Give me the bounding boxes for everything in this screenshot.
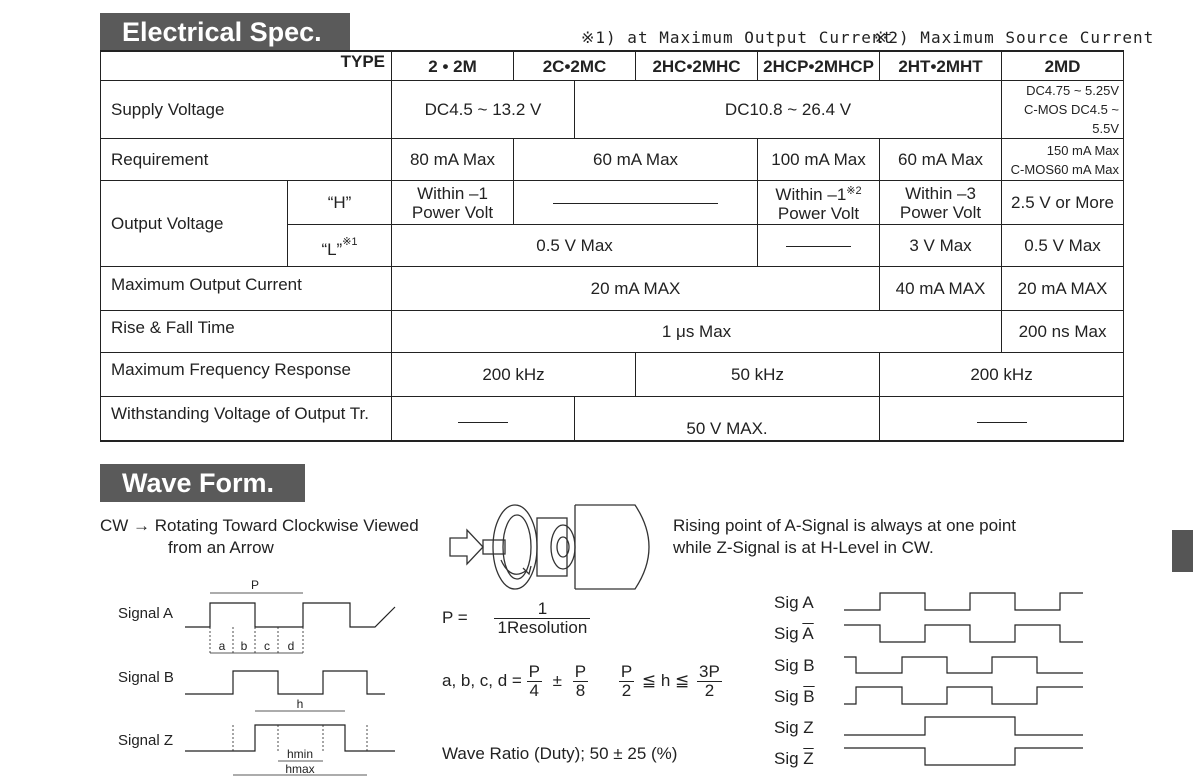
sig-a-label: Sig A: [774, 593, 814, 612]
abcd-num-1: P: [528, 662, 540, 681]
sig-b-waveform: [844, 657, 1083, 673]
supply-voltage-md: [1002, 81, 1124, 139]
max-frequency-a: 200 kHz: [392, 353, 636, 397]
sig-b-bar-label: Sig $\overline{B}$: [774, 687, 815, 706]
max-output-current-c: 20 mA MAX: [1002, 267, 1124, 311]
sig-b-bar-waveform: [844, 687, 1083, 704]
output-h-5: 2.5 V or More: [1002, 181, 1124, 225]
a-label: a: [218, 639, 226, 653]
sig-z-waveform: [844, 717, 1083, 735]
requirement-md: [1002, 139, 1124, 181]
signal-z-label: Signal Z: [118, 732, 174, 749]
sig-b-label: Sig B: [774, 656, 815, 675]
wave-form-title: Wave Form.: [100, 464, 305, 502]
h-inequality: ≦ h ≦: [641, 670, 690, 690]
signal-a-waveform: [185, 603, 395, 627]
max-output-current-a: 20 mA MAX: [392, 267, 880, 311]
p-equals: P =: [442, 607, 468, 627]
type-col-4: 2HCP•2MHCP: [758, 51, 880, 81]
signal-a-label: Signal A: [118, 605, 174, 622]
requirement-c4: 60 mA Max: [880, 139, 1002, 181]
output-h-4-line1: Within –3: [905, 183, 976, 203]
sig-a-waveform: [844, 593, 1083, 610]
output-l-1: 0.5 V Max: [392, 225, 758, 267]
requirement-c3: 100 mA Max: [758, 139, 880, 181]
type-col-5: 2HT•2MHT: [880, 51, 1002, 81]
signal-b-label: Signal B: [118, 669, 174, 686]
sig-a-bar-waveform: [844, 625, 1083, 642]
encoder-shaft: [483, 540, 505, 554]
row-label-supply-voltage: Supply Voltage: [101, 81, 392, 139]
timing-diagram-abz: [105, 575, 405, 783]
row-label-max-output-current: Maximum Output Current: [101, 267, 392, 311]
max-output-current-b: 40 mA MAX: [880, 267, 1002, 311]
output-l-text: “L”: [321, 239, 343, 259]
encoder-body: [575, 505, 649, 589]
max-frequency-c: 200 kHz: [880, 353, 1124, 397]
hmin-label: hmin: [286, 747, 314, 761]
sig-z-label: Sig Z: [774, 718, 814, 737]
requirement-md-line2: C-MOS60 mA Max: [1010, 161, 1120, 177]
row-label-rise-fall: Rise & Fall Time: [101, 311, 392, 353]
cw-description-1: CW → Rotating Toward Clockwise Viewed: [100, 516, 419, 535]
c-label: c: [264, 639, 270, 653]
page-edge-tab: [1172, 530, 1193, 572]
plus-minus: ±: [552, 670, 563, 690]
direction-arrow-icon: [450, 530, 483, 564]
h-den-1: 2: [621, 681, 632, 700]
supply-voltage-md-line2: C-MOS DC4.5 ~ 5.5V: [1024, 102, 1120, 136]
output-h-3: [758, 181, 880, 225]
duty-ratio: Wave Ratio (Duty); 50 ± 25 (%): [442, 744, 678, 763]
h-den-2: 2: [704, 681, 715, 700]
abcd-num-2: P: [574, 662, 587, 681]
h-num-2: 3P: [699, 662, 720, 681]
output-l-3: [758, 225, 880, 267]
abcd-den-1: 4: [529, 681, 539, 700]
output-l-5: 0.5 V Max: [1002, 225, 1124, 267]
cw-description-2: from an Arrow: [168, 538, 274, 557]
output-h-1-line2: Power Volt: [411, 202, 494, 222]
requirement-c2: 60 mA Max: [514, 139, 758, 181]
rise-fall-a: 1 μs Max: [392, 311, 1002, 353]
output-h-2: [514, 181, 758, 225]
output-l-4: 3 V Max: [880, 225, 1002, 267]
sig-z-bar-waveform: [844, 748, 1083, 765]
output-h-4-line2: Power Volt: [899, 202, 982, 222]
supply-voltage-a: DC4.5 ~ 13.2 V: [392, 81, 575, 139]
max-frequency-b: 50 kHz: [636, 353, 880, 397]
encoder-body-neck: [537, 518, 567, 576]
p-denominator: 1Resolution: [497, 618, 588, 637]
hmax-label: hmax: [285, 762, 315, 776]
p-label: P: [250, 578, 260, 592]
abcd-equals: a, b, c, d =: [442, 670, 522, 690]
timing-diagram-complementary: [840, 585, 1090, 775]
abcd-den-2: 8: [575, 681, 586, 700]
output-l-label: [288, 225, 392, 267]
type-col-2: 2C•2MC: [514, 51, 636, 81]
output-h-4: [880, 181, 1002, 225]
output-h-3-line1: Within –1: [775, 185, 847, 204]
formula-p: [442, 600, 590, 637]
row-label-withstanding: Withstanding Voltage of Output Tr.: [101, 397, 392, 441]
sig-a-bar-label: Sig $\overline{A}$: [774, 624, 814, 643]
h-label: h: [296, 697, 304, 711]
type-col-6: 2MD: [1002, 51, 1124, 81]
row-label-output-voltage: Output Voltage: [101, 181, 288, 267]
sig-z-bar-label: Sig $\overline{Z}$: [774, 749, 814, 768]
type-col-3: 2HC•2MHC: [636, 51, 758, 81]
requirement-md-line1: 150 mA Max: [1046, 142, 1120, 158]
supply-voltage-md-line1: DC4.75 ~ 5.25V: [1026, 83, 1120, 98]
note-1-mark: ※1: [342, 235, 358, 248]
type-label: TYPE: [101, 51, 392, 81]
row-label-requirement: Requirement: [101, 139, 392, 181]
rise-fall-b: 200 ns Max: [1002, 311, 1124, 353]
type-col-1: 2 • 2M: [392, 51, 514, 81]
note-2-mark: ※2: [846, 185, 862, 197]
output-h-1-line1: Within –1: [417, 183, 488, 203]
b-label: b: [240, 639, 248, 653]
requirement-c1: 80 mA Max: [392, 139, 514, 181]
withstanding-b: 50 V MAX.: [575, 397, 880, 441]
row-label-max-frequency: Maximum Frequency Response: [101, 353, 392, 397]
rising-note-2: while Z-Signal is at H-Level in CW.: [673, 538, 934, 557]
electrical-spec-table: [100, 50, 1124, 442]
note-1: ※1) at Maximum Output Current: [581, 28, 894, 47]
formula-abcd: [442, 663, 722, 700]
supply-voltage-b: DC10.8 ~ 26.4 V: [575, 81, 1002, 139]
rising-note-1: Rising point of A-Signal is always at one point: [673, 516, 1017, 535]
note-2: ※2) Maximum Source Current: [874, 28, 1155, 47]
d-label: d: [287, 639, 295, 653]
h-num-1: P: [620, 662, 633, 681]
electrical-spec-title: Electrical Spec.: [100, 13, 350, 51]
output-h-1: [392, 181, 514, 225]
output-h-3-line2: Power Volt: [777, 204, 860, 223]
signal-b-waveform: [185, 671, 385, 694]
output-h-label: “H”: [288, 181, 392, 225]
p-numerator: 1: [494, 600, 590, 619]
encoder-drawing: [445, 500, 665, 595]
withstanding-a: [392, 397, 575, 441]
withstanding-c: [880, 397, 1124, 441]
